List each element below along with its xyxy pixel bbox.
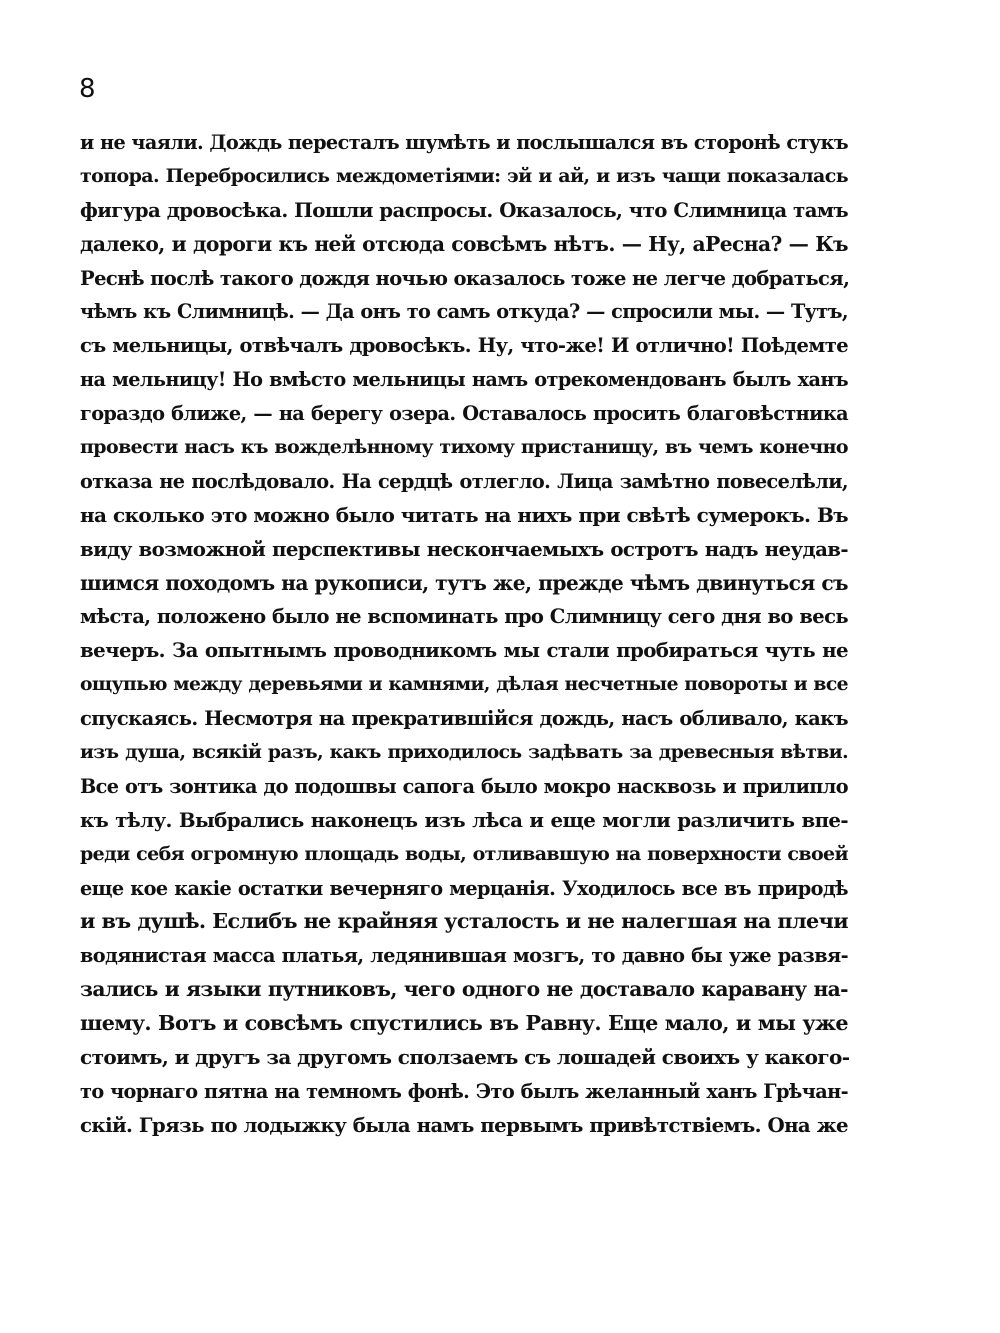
text-line: вечеръ. За опытнымъ проводникомъ мы стали пробираться чуть не: [80, 638, 848, 663]
text-line: зались и языки путниковъ, чего одного не доставало каравану на-: [80, 977, 848, 1002]
text-line: чѣмъ къ Слимницѣ. — Да онъ то самъ откуда? — спросили мы. — Тутъ,: [80, 300, 848, 324]
text-line: провести насъ къ вожделѣнному тихому пристанищу, въ чемъ конечно: [80, 436, 848, 459]
text-line: Все отъ зонтика до подошвы сапога было мокро насквозь и прилипло: [80, 774, 848, 798]
text-line: и въ душѣ. Еслибъ не крайняя усталость и не налегшая на плечи: [80, 909, 848, 934]
text-line: на сколько это можно было читать на нихъ при свѣтѣ сумерокъ. Въ: [80, 502, 848, 527]
text-line: гораздо ближе, — на берегу озера. Оставалось просить благовѣстника: [80, 402, 848, 426]
text-line: отказа не послѣдовало. На сердцѣ отлегло. Лица замѣтно повеселѣли,: [80, 469, 848, 493]
text-line: мѣста, положено было не вспоминать про Слимницу сего дня во весь: [80, 605, 848, 629]
text-line: стоимъ, и другъ за другомъ сползаемъ съ лошадей своихъ у какого-: [80, 1045, 850, 1070]
text-line: топора. Перебросились междометіями: эй и ай, и изъ чащи показалась: [80, 164, 848, 187]
text-line: реди себя огромную площадь воды, отливавшую на поверхности своей: [80, 842, 848, 865]
text-line: и не чаяли. Дождь пересталъ шумѣть и послышался въ сторонѣ стукъ: [80, 131, 848, 154]
text-line: еще кое какіе остатки вечерняго мерцанія. Уходилось все въ природѣ: [80, 876, 848, 900]
text-line: съ мельницы, отвѣчалъ дровосѣкъ. Ну, что-же! И отлично! Поѣдемте: [80, 334, 848, 358]
body-text: [80, 126, 848, 1143]
text-line: къ тѣлу. Выбрались наконецъ изъ лѣса и еще могли различить впе-: [80, 807, 848, 832]
text-line: спускаясь. Несмотря на прекратившійся дождь, насъ обливало, какъ: [80, 707, 848, 731]
text-line: водянистая масса платья, ледянившая мозгъ, то давно бы уже развя-: [80, 944, 848, 968]
text-line: виду возможной перспективы нескончаемыхъ остротъ надъ неудав-: [80, 536, 848, 561]
page-number: 8: [79, 74, 96, 104]
text-line: Реснѣ послѣ такого дождя ночью оказалось тоже не легче добраться,: [80, 266, 850, 290]
text-line: скій. Грязь по лодыжку была намъ первымъ привѣтствіемъ. Она же: [80, 1112, 848, 1137]
text-line: шимся походомъ на рукописи, тутъ же, прежде чѣмъ двинуться съ: [80, 570, 848, 595]
text-line: то чорнаго пятна на темномъ фонѣ. Это былъ желанный ханъ Грѣчан-: [80, 1079, 848, 1103]
text-line: далеко, и дороги къ ней отсюда совсѣмъ нѣтъ. — Ну, аРесна? — Къ: [80, 231, 848, 256]
text-line: на мельницу! Но вмѣсто мельницы намъ отрекомендованъ былъ ханъ: [80, 368, 848, 392]
text-line: ощупью между деревьями и камнями, дѣлая несчетные повороты и все: [80, 673, 848, 696]
text-line: фигура дровосѣка. Пошли распросы. Оказалось, что Слимница тамъ: [80, 197, 848, 222]
text-line: шему. Вотъ и совсѣмъ спустились въ Равну. Еще мало, и мы уже: [80, 1011, 848, 1036]
text-line: изъ душа, всякій разъ, какъ приходилось задѣвать за древесныя вѣтви.: [80, 741, 848, 764]
